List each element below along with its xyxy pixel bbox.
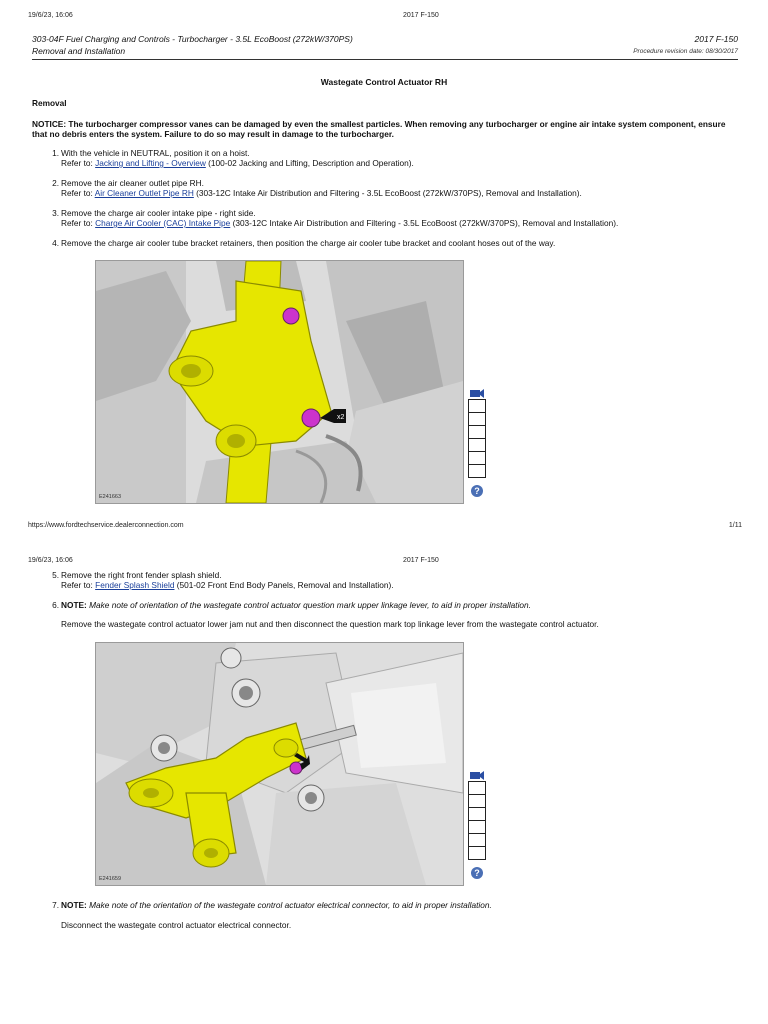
refer-to-label: Refer to: (61, 158, 93, 168)
figure-2-sidebar (468, 768, 486, 879)
figure-1-illustration (96, 261, 463, 503)
step-4 (48, 238, 555, 248)
step-6 (48, 600, 531, 610)
print-doc-label-page2: 2017 F-150 (403, 557, 439, 564)
callout-x2: x2 (337, 414, 345, 421)
video-camera-icon[interactable] (469, 768, 485, 779)
step-number: 2. (52, 178, 59, 188)
step-reference: (501-02 Front End Body Panels, Removal and Installation). (174, 580, 394, 590)
link-fender-splash-shield[interactable]: Fender Splash Shield (95, 580, 175, 590)
step-checkbox[interactable] (468, 412, 486, 426)
step-checkbox[interactable] (468, 833, 486, 847)
link-air-cleaner-outlet-pipe[interactable]: Air Cleaner Outlet Pipe RH (94, 188, 194, 198)
page-number: 1/11 (728, 522, 742, 529)
video-camera-icon[interactable] (469, 386, 485, 397)
step-checkbox[interactable] (468, 807, 486, 821)
removal-heading: Removal (32, 98, 67, 108)
step-checkbox[interactable] (468, 820, 486, 834)
step-number: 4. (52, 238, 59, 248)
step-reference: (303-12C Intake Air Distribution and Filtering - 3.5L EcoBoost (272kW/370PS), Removal and Installation). (193, 188, 582, 198)
step-number: 3. (52, 208, 59, 218)
vehicle-label: 2017 F-150 (694, 34, 738, 44)
refer-to-label: Refer to: (61, 218, 93, 228)
print-doc-label: 2017 F-150 (403, 12, 439, 19)
step-checkbox[interactable] (468, 451, 486, 465)
header-divider (32, 59, 738, 60)
figure-wastegate-linkage (95, 642, 464, 886)
step-checkbox[interactable] (468, 794, 486, 808)
step-checkbox[interactable] (468, 425, 486, 439)
step-3 (48, 208, 618, 228)
step-reference: (100-02 Jacking and Lifting, Description and Operation). (205, 158, 414, 168)
step-checkbox[interactable] (468, 464, 486, 478)
figure-1-sidebar (468, 386, 486, 497)
step-1 (48, 148, 414, 168)
figure-2-illustration (96, 643, 463, 885)
step-text: Remove the charge air cooler tube bracket retainers, then position the charge air cooler tube bracket and coolant hoses out of the way. (61, 238, 556, 248)
section-title: 303-04F Fuel Charging and Controls - Turbocharger - 3.5L EcoBoost (272kW/370PS) (32, 34, 353, 44)
link-charge-air-cooler-intake-pipe[interactable]: Charge Air Cooler (CAC) Intake Pipe (95, 218, 231, 228)
step-reference: (303-12C Intake Air Distribution and Filtering - 3.5L EcoBoost (272kW/370PS), Removal and Installation). (230, 218, 619, 228)
note-label: NOTE: (61, 900, 87, 910)
subsection-title: Removal and Installation (32, 46, 126, 56)
notice-paragraph (32, 119, 732, 139)
step-7-text: Disconnect the wastegate control actuator electrical connector. (61, 920, 292, 930)
note-label: NOTE: (61, 600, 87, 610)
step-7 (48, 900, 492, 910)
note-text: Make note of the orientation of the wastegate control actuator electrical connector, to aid in proper installation. (86, 900, 492, 910)
procedure-title: Wastegate Control Actuator RH (320, 77, 448, 87)
print-datetime: 19/6/23, 16:06 (28, 12, 73, 19)
step-number: 6. (52, 600, 59, 610)
step-text: With the vehicle in NEUTRAL, position it on a hoist. (61, 148, 250, 158)
revision-date: Procedure revision date: 08/30/2017 (633, 48, 738, 55)
step-text: Remove the right front fender splash shield. (61, 570, 222, 580)
figure-1-id: E241663 (99, 494, 122, 500)
notice-text: The turbocharger compressor vanes can be damaged by even the smallest particles. When removing any turbocharger or engine air intake system component, ensure that no debris enters the system. Failure to do so may result in damage to the turbocharger. (32, 119, 726, 139)
notice-label: NOTICE: (32, 119, 67, 129)
footer-url: https://www.fordtechservice.dealerconnection.com (28, 522, 184, 529)
step-number: 5. (52, 570, 59, 580)
note-text: Make note of orientation of the wastegate control actuator question mark upper linkage lever, to aid in proper installation. (86, 600, 531, 610)
step-checkbox[interactable] (468, 781, 486, 795)
step-number: 7. (52, 900, 59, 910)
print-datetime-page2: 19/6/23, 16:06 (28, 557, 73, 564)
step-6-text: Remove the wastegate control actuator lower jam nut and then disconnect the question mark top linkage lever from the wastegate control actuator. (61, 619, 599, 629)
help-icon[interactable]: ? (471, 485, 483, 497)
figure-2-id: E241659 (99, 876, 122, 882)
link-jacking-lifting[interactable]: Jacking and Lifting - Overview (95, 158, 206, 168)
step-text: Remove the air cleaner outlet pipe RH. (61, 178, 204, 188)
help-icon[interactable]: ? (471, 867, 483, 879)
step-2 (48, 178, 582, 198)
step-number: 1. (52, 148, 59, 158)
step-checkbox[interactable] (468, 399, 486, 413)
step-checkbox[interactable] (468, 438, 486, 452)
refer-to-label: Refer to: (61, 580, 93, 590)
step-checkbox[interactable] (468, 846, 486, 860)
refer-to-label: Refer to: (61, 188, 93, 198)
step-text: Remove the charge air cooler intake pipe - right side. (61, 208, 256, 218)
step-5 (48, 570, 394, 590)
figure-charge-air-cooler-bracket (95, 260, 464, 504)
